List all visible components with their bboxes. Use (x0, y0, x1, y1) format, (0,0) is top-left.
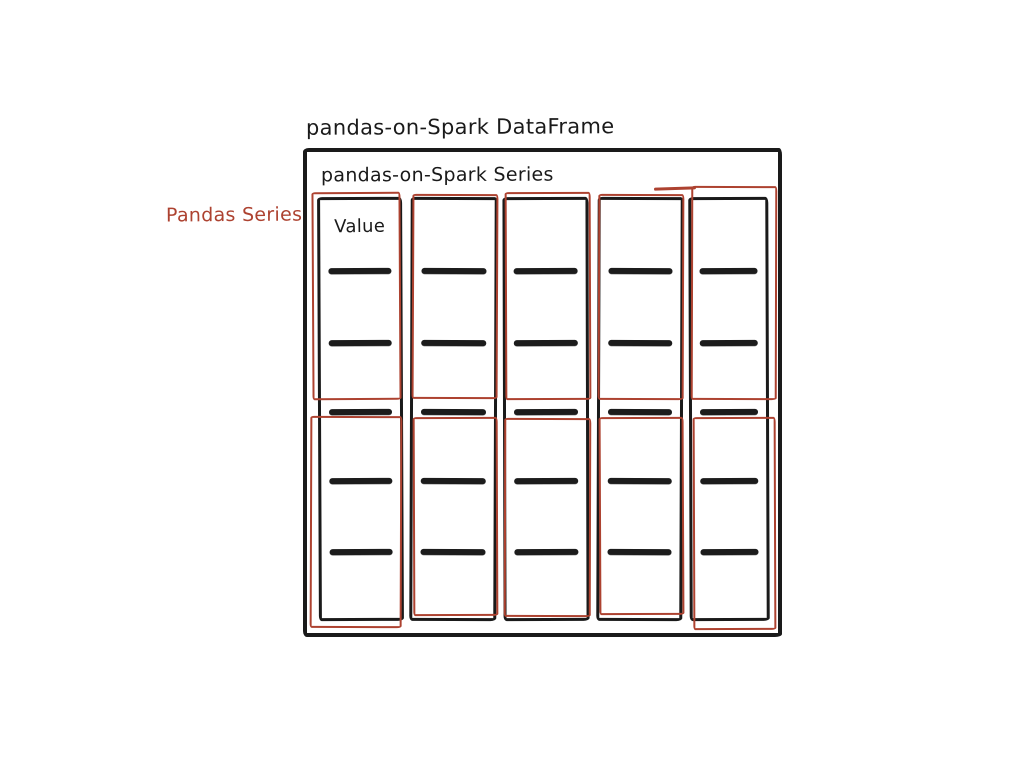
data-row-dash (329, 409, 392, 415)
pandas-series-label: Pandas Series (165, 203, 303, 227)
pandas-series-chunk-lower (413, 417, 499, 616)
pandas-series-chunk-lower (504, 418, 592, 617)
pandas-series-chunk-upper (598, 194, 685, 400)
pandas-series-chunk-upper (412, 194, 499, 399)
value-column-header: Value (334, 215, 386, 238)
on-spark-series-title: pandas-on-Spark Series (320, 163, 554, 187)
data-row-dash (514, 409, 578, 415)
pandas-series-chunk-lower (693, 417, 777, 630)
pandas-series-chunk-lower (599, 417, 685, 615)
pandas-series-chunk-lower (310, 416, 403, 628)
data-row-dash (608, 409, 672, 415)
data-row-dash (700, 409, 758, 415)
dataframe-title: pandas-on-Spark DataFrame (305, 114, 615, 140)
data-row-dash (421, 409, 486, 415)
pandas-series-chunk-upper (311, 192, 401, 400)
pandas-series-chunk-upper (505, 192, 592, 400)
pandas-series-chunk-upper (691, 186, 778, 400)
